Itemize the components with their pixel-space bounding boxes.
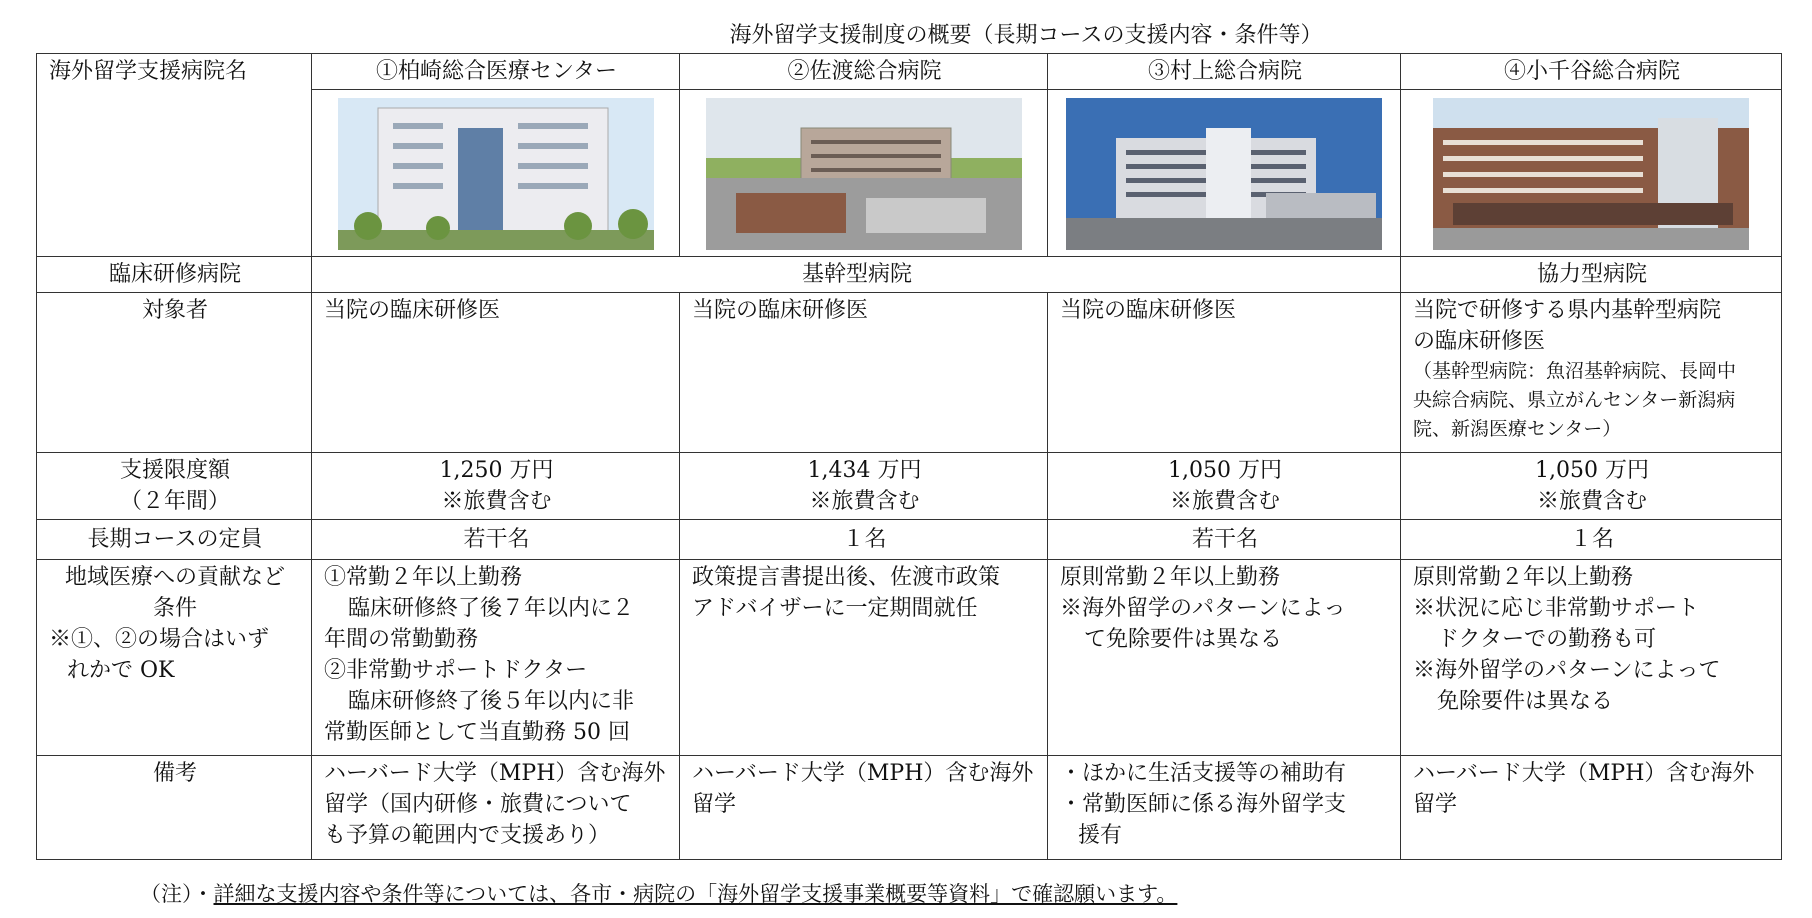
amount-h3-note: ※旅費含む xyxy=(1169,489,1280,514)
conditions-h3 xyxy=(1048,560,1401,756)
conditions-label-line4: れかで OK xyxy=(67,658,175,683)
remarks-h3 xyxy=(1048,756,1401,860)
training-coop: 協力型病院 xyxy=(1401,257,1782,293)
conditions-label-line1: 地域医療への貢献など xyxy=(64,565,285,590)
target-h1: 当院の臨床研修医 xyxy=(312,293,680,453)
conditions-h4-line4: ※海外留学のパターンによって xyxy=(1413,658,1721,683)
remarks-label: 備考 xyxy=(37,756,312,860)
target-h4 xyxy=(1401,293,1782,453)
remarks-h2-line1: ハーバード大学（MPH）含む海外 xyxy=(692,761,1034,786)
amount-label-line1: 支援限度額 xyxy=(119,458,230,483)
conditions-h1-line1: ①常勤２年以上勤務 xyxy=(324,565,523,590)
remarks-h3-line2: ・常勤医師に係る海外留学支 xyxy=(1060,792,1347,817)
footnote-prefix: （注）・ xyxy=(140,882,214,906)
target-h2: 当院の臨床研修医 xyxy=(680,293,1048,453)
target-h4-line2: の臨床研修医 xyxy=(1413,329,1546,354)
training-label: 臨床研修病院 xyxy=(37,257,312,293)
amount-h1-value: 1,250 万円 xyxy=(439,458,554,483)
target-h4-sub2: 央綜合病院、県立がんセンター新潟病 xyxy=(1413,389,1736,411)
target-h3: 当院の臨床研修医 xyxy=(1048,293,1401,453)
conditions-h1-line6: 常勤医師として当直勤務 50 回 xyxy=(324,720,630,745)
conditions-label-line3: ※①、②の場合はいず xyxy=(49,627,270,652)
hospital-name-4: ④小千谷総合病院 xyxy=(1401,54,1782,90)
header-row xyxy=(37,54,1782,90)
conditions-h2 xyxy=(680,560,1048,756)
conditions-h4-line5: 免除要件は異なる xyxy=(1437,689,1614,714)
conditions-row xyxy=(37,560,1782,756)
amount-h4 xyxy=(1401,453,1782,520)
amount-h2 xyxy=(680,453,1048,520)
conditions-h1 xyxy=(312,560,680,756)
remarks-h4-line1: ハーバード大学（MPH）含む海外 xyxy=(1413,761,1755,786)
hospital-photo-kashiwazaki xyxy=(338,98,654,250)
footnote-text: 詳細な支援内容や条件等については、各市・病院の「海外留学支援事業概要等資料」で確認願います。 xyxy=(213,882,1178,906)
remarks-h1-line3: も予算の範囲内で支援あり） xyxy=(324,823,611,848)
conditions-h4-line3: ドクターでの勤務も可 xyxy=(1437,627,1657,652)
hospital-photo-sado xyxy=(706,98,1022,250)
training-core: 基幹型病院 xyxy=(312,257,1401,293)
training-row xyxy=(37,257,1782,293)
amount-h1 xyxy=(312,453,680,520)
remarks-h3-line1: ・ほかに生活支援等の補助有 xyxy=(1060,761,1347,786)
capacity-h1: 若干名 xyxy=(312,520,680,560)
hospital-name-3: ③村上総合病院 xyxy=(1048,54,1401,90)
remarks-h1 xyxy=(312,756,680,860)
conditions-h4-line1: 原則常勤２年以上勤務 xyxy=(1413,565,1634,590)
conditions-h2-line1: 政策提言書提出後、佐渡市政策 xyxy=(692,565,1001,590)
capacity-row xyxy=(37,520,1782,560)
amount-h2-value: 1,434 万円 xyxy=(807,458,922,483)
remarks-h2-line2: 留学 xyxy=(692,792,737,817)
conditions-label xyxy=(37,560,312,756)
remarks-h4 xyxy=(1401,756,1782,860)
target-h4-sub1: （基幹型病院：魚沼基幹病院、長岡中 xyxy=(1413,360,1737,382)
amount-h1-note: ※旅費含む xyxy=(441,489,552,514)
remarks-h1-line2: 留学（国内研修・旅費について xyxy=(324,792,632,817)
target-label: 対象者 xyxy=(37,293,312,453)
amount-label xyxy=(37,453,312,520)
page-title: 海外留学支援制度の概要（長期コースの支援内容・条件等） xyxy=(729,23,1323,48)
photo-cell-2 xyxy=(680,90,1048,257)
conditions-h4-line2: ※状況に応じ非常勤サポート xyxy=(1413,596,1700,621)
capacity-label: 長期コースの定員 xyxy=(37,520,312,560)
photo-cell-1 xyxy=(312,90,680,257)
conditions-h1-line3: 年間の常勤勤務 xyxy=(324,627,479,652)
amount-h2-note: ※旅費含む xyxy=(809,489,920,514)
amount-row xyxy=(37,453,1782,520)
remarks-h1-line1: ハーバード大学（MPH）含む海外 xyxy=(324,761,666,786)
target-h4-sub3: 院、新潟医療センター） xyxy=(1413,418,1622,440)
header-label: 海外留学支援病院名 xyxy=(49,59,248,84)
hospital-name-2: ②佐渡総合病院 xyxy=(680,54,1048,90)
conditions-h2-line2: アドバイザーに一定期間就任 xyxy=(692,596,978,621)
header-label-cell xyxy=(37,54,312,257)
support-table xyxy=(36,53,1782,860)
remarks-row xyxy=(37,756,1782,860)
conditions-h3-line1: 原則常勤２年以上勤務 xyxy=(1060,565,1281,590)
remarks-h4-line2: 留学 xyxy=(1413,792,1458,817)
amount-h4-note: ※旅費含む xyxy=(1536,489,1647,514)
conditions-h1-line2: 臨床研修終了後７年以内に２ xyxy=(348,596,635,621)
target-row xyxy=(37,293,1782,453)
footnote xyxy=(140,878,1177,908)
remarks-h2 xyxy=(680,756,1048,860)
conditions-label-line2: 条件 xyxy=(152,596,197,621)
conditions-h1-line4: ②非常勤サポートドクター xyxy=(324,658,588,683)
hospital-name-1: ①柏崎総合医療センター xyxy=(312,54,680,90)
capacity-h4: １名 xyxy=(1401,520,1782,560)
hospital-photo-murakami xyxy=(1066,98,1382,250)
amount-label-line2: （２年間） xyxy=(119,489,230,514)
amount-h3 xyxy=(1048,453,1401,520)
amount-h3-value: 1,050 万円 xyxy=(1168,458,1282,483)
conditions-h4 xyxy=(1401,560,1782,756)
hospital-photo-ojiya xyxy=(1433,98,1749,250)
capacity-h2: １名 xyxy=(680,520,1048,560)
photo-cell-3 xyxy=(1048,90,1401,257)
remarks-h3-line3: 援有 xyxy=(1078,823,1123,848)
amount-h4-value: 1,050 万円 xyxy=(1535,458,1649,483)
photo-cell-4 xyxy=(1401,90,1782,257)
capacity-h3: 若干名 xyxy=(1048,520,1401,560)
conditions-h3-line3: て免除要件は異なる xyxy=(1084,627,1283,652)
conditions-h3-line2: ※海外留学のパターンによっ xyxy=(1060,596,1346,621)
target-h4-line1: 当院で研修する県内基幹型病院 xyxy=(1413,298,1722,323)
conditions-h1-line5: 臨床研修終了後５年以内に非 xyxy=(348,689,635,714)
